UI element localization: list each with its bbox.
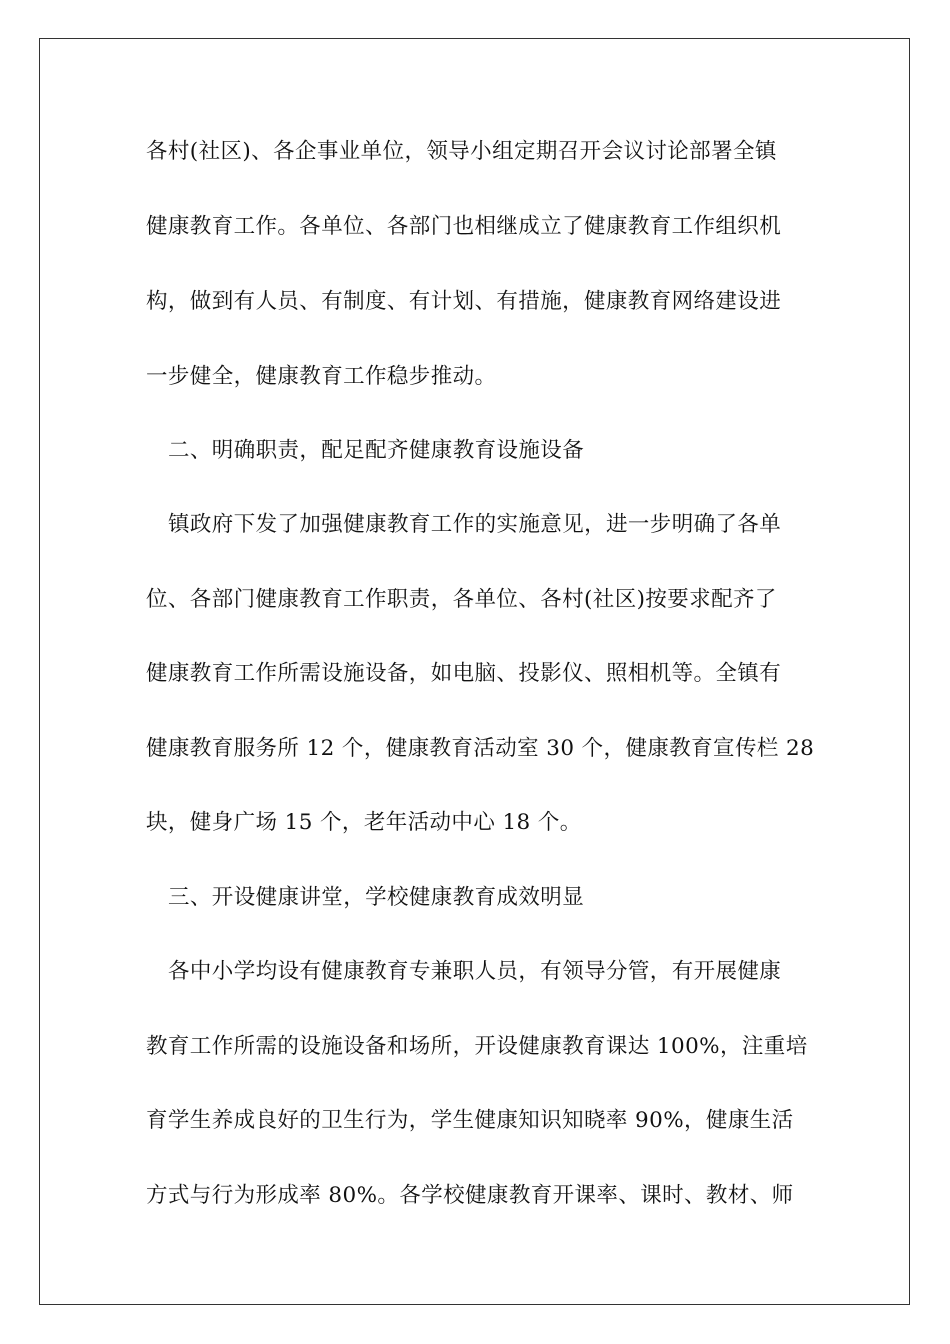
- paragraph-line: 各中小学均设有健康教育专兼职人员，有领导分管，有开展健康: [168, 959, 782, 984]
- paragraph-line: 位、各部门健康教育工作职责，各单位、各村(社区)按要求配齐了: [146, 587, 777, 612]
- paragraph-line: 健康教育服务所 12 个，健康教育活动室 30 个，健康教育宣传栏 28: [146, 736, 815, 761]
- paragraph-line: 育学生养成良好的卫生行为，学生健康知识知晓率 90%，健康生活: [146, 1108, 794, 1133]
- paragraph-line: 构，做到有人员、有制度、有计划、有措施，健康教育网络建设进: [146, 289, 782, 314]
- paragraph-line: 健康教育工作所需设施设备，如电脑、投影仪、照相机等。全镇有: [146, 661, 782, 686]
- paragraph-line: 健康教育工作。各单位、各部门也相继成立了健康教育工作组织机: [146, 214, 782, 239]
- paragraph-line: 方式与行为形成率 80%。各学校健康教育开课率、课时、教材、师: [146, 1183, 794, 1208]
- section-heading: 三、开设健康讲堂，学校健康教育成效明显: [168, 885, 585, 910]
- paragraph-line: 块，健身广场 15 个，老年活动中心 18 个。: [146, 810, 582, 835]
- paragraph-line: 一步健全，健康教育工作稳步推动。: [146, 364, 497, 389]
- paragraph-line: 各村(社区)、各企事业单位，领导小组定期召开会议讨论部署全镇: [146, 139, 777, 164]
- paragraph-line: 镇政府下发了加强健康教育工作的实施意见，进一步明确了各单: [168, 512, 782, 537]
- section-heading: 二、明确职责，配足配齐健康教育设施设备: [168, 438, 585, 463]
- paragraph-line: 教育工作所需的设施设备和场所，开设健康教育课达 100%，注重培: [146, 1034, 808, 1059]
